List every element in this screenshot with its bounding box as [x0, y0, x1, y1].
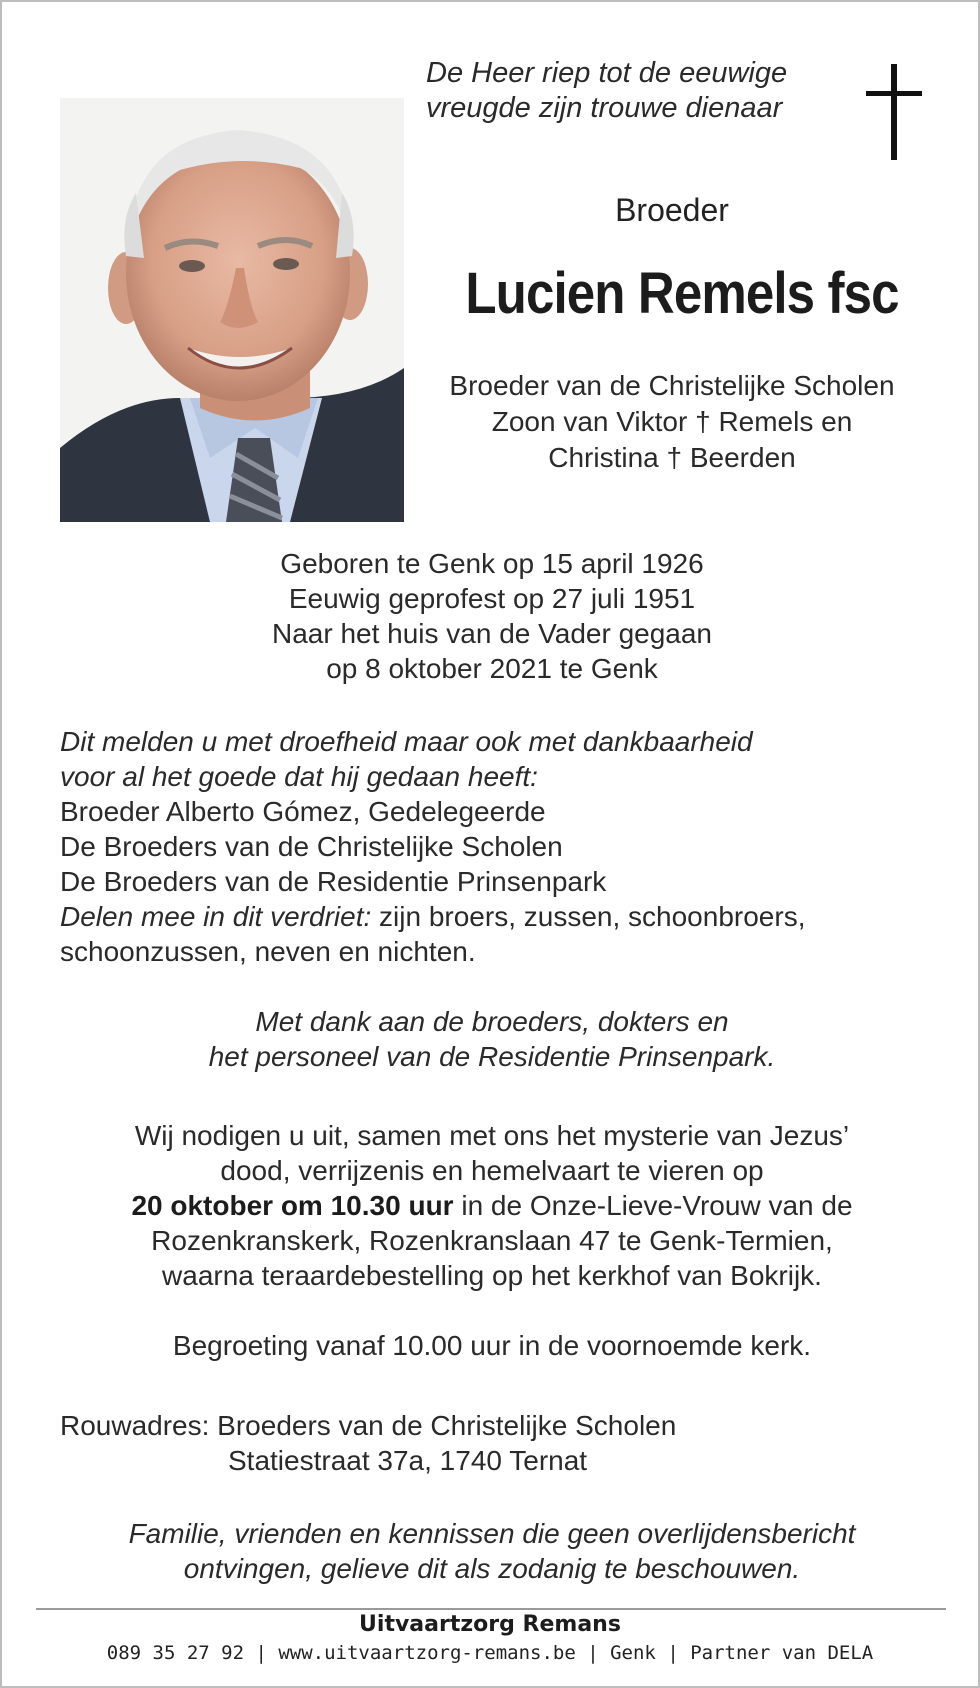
subinfo-line-1: Broeder van de Christelijke Scholen [449, 370, 895, 401]
invite-line-5: waarna teraardebestelling op het kerkhof van Bokrijk. [162, 1260, 822, 1291]
thanks-line-1: Met dank aan de broeders, dokters en [255, 1006, 729, 1037]
footer-partner: Partner van DELA [690, 1642, 874, 1664]
greeting-line: Begroeting vanaf 10.00 uur in de voornoemde kerk. [172, 1330, 812, 1361]
invite-line-3-rest: in de Onze-Lieve-Vrouw van de [453, 1190, 853, 1221]
invite-line-3 [62, 1188, 922, 1223]
notice-block [62, 1516, 922, 1586]
address-line-1: Rouwadres: Broeders van de Christelijke Scholen [60, 1410, 677, 1441]
footer-website: www.uitvaartzorg-remans.be [278, 1642, 576, 1664]
birth-line: Geboren te Genk op 15 april 1926 [280, 548, 704, 579]
share-line [60, 899, 940, 934]
subinfo-line-3: Christina † Beerden [548, 442, 796, 473]
name-prefix: Broeder [615, 192, 729, 228]
announcement-block [60, 724, 940, 969]
share-label: Delen mee in dit verdriet: [60, 901, 372, 932]
quote-line-1: De Heer riep tot de eeuwige [426, 57, 788, 89]
footer-sep-3: | [655, 1642, 691, 1664]
quote-line-2: vreugde zijn trouwe dienaar [426, 92, 783, 124]
mourning-address [60, 1408, 940, 1478]
thanks-line-2: het personeel van de Residentie Prinsenpark. [208, 1041, 776, 1072]
funeral-company: Uitvaartzorg Remans [359, 1612, 621, 1637]
footer-divider [36, 1608, 946, 1610]
announcement-intro-1: Dit melden u met droefheid maar ook met dankbaarheid [60, 726, 753, 757]
footer-sep-1: | [244, 1642, 279, 1664]
bible-quote [426, 56, 826, 126]
footer-sep-2: | [575, 1642, 611, 1664]
death-date-line: op 8 oktober 2021 te Genk [326, 653, 658, 684]
portrait-photo [60, 98, 404, 522]
invite-line-1: Wij nodigen u uit, samen met ons het mysterie van Jezus’ [134, 1120, 850, 1151]
announcement-intro-2: voor al het goede dat hij gedaan heeft: [60, 761, 538, 792]
thanks-block [102, 1004, 882, 1074]
announcer-3: De Broeders van de Residentie Prinsenpark [60, 866, 607, 897]
announcer-2: De Broeders van de Christelijke Scholen [60, 831, 563, 862]
subinfo-line-2: Zoon van Viktor † Remels en [491, 406, 853, 437]
cross-icon [864, 64, 924, 165]
share-line-2: schoonzussen, neven en nichten. [60, 936, 476, 967]
footer-phone: 089 35 27 92 [106, 1642, 245, 1664]
share-text: zijn broers, zussen, schoonbroers, [371, 901, 806, 932]
invitation-block [62, 1118, 922, 1293]
profession-line: Eeuwig geprofest op 27 juli 1951 [288, 583, 696, 614]
announcer-1: Broeder Alberto Gómez, Gedelegeerde [60, 796, 546, 827]
life-dates [162, 546, 822, 686]
invite-line-2: dood, verrijzenis en hemelvaart te vieren op [220, 1155, 764, 1186]
footer-contact [2, 1642, 978, 1664]
deceased-name: Lucien Remels fsc [465, 261, 899, 326]
notice-line-1: Familie, vrienden en kennissen die geen overlijdensbericht [128, 1518, 856, 1549]
death-line: Naar het huis van de Vader gegaan [271, 618, 712, 649]
address-line-2: Statiestraat 37a, 1740 Ternat [228, 1445, 588, 1476]
invite-line-4: Rozenkranskerk, Rozenkranslaan 47 te Genk-Termien, [151, 1225, 833, 1256]
service-date-time: 20 oktober om 10.30 uur [131, 1190, 454, 1221]
family-info [422, 368, 922, 476]
notice-line-2: ontvingen, gelieve dit als zodanig te beschouwen. [183, 1553, 801, 1584]
footer-city: Genk [610, 1642, 656, 1664]
